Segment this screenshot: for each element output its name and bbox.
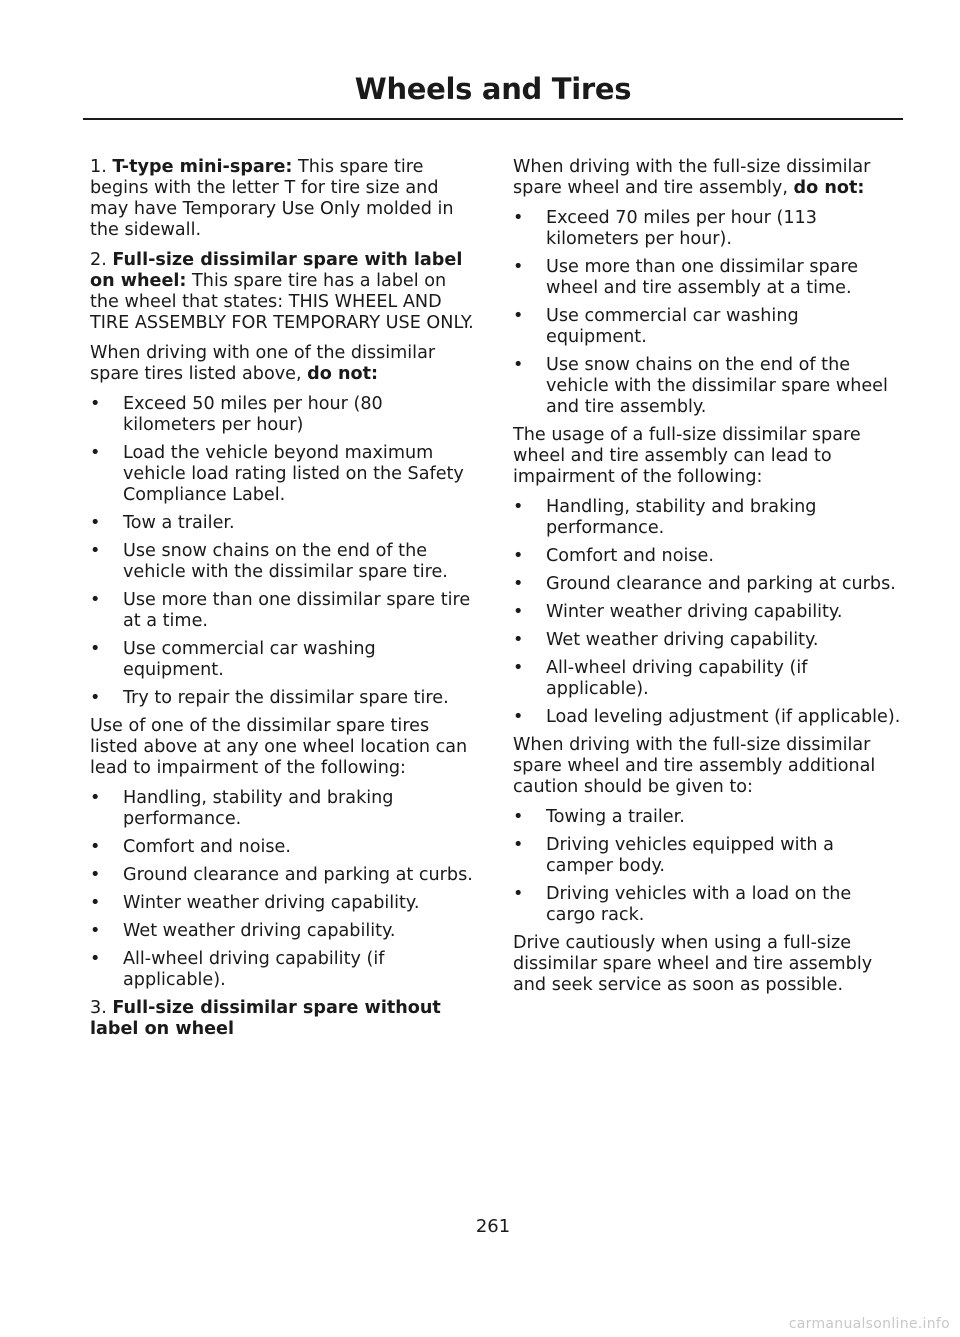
bullet-icon: • <box>90 639 101 659</box>
bullet-icon: • <box>90 837 101 857</box>
list-item: • All-wheel driving capability (if applicable). <box>90 949 385 990</box>
intro-text: When driving with the full-size dissimilar spare wheel and tire assembly, <box>513 157 871 198</box>
do-not-label: do not: <box>793 178 865 198</box>
list-item: • Driving vehicles equipped with a camper body. <box>513 835 834 876</box>
bullet-icon: • <box>90 541 101 561</box>
list-item: • Use snow chains on the end of the vehicle with the dissimilar spare tire. <box>90 541 448 582</box>
bullet-icon: • <box>90 949 101 969</box>
bullet-icon: • <box>513 707 524 727</box>
bullet-icon: • <box>513 602 524 622</box>
item-number: 3. <box>90 998 107 1018</box>
item-number: 1. <box>90 157 107 177</box>
list-item: • Towing a trailer. <box>513 807 685 827</box>
left-column <box>90 157 478 1049</box>
bullet-icon: • <box>513 574 524 594</box>
item-heading: Full-size dissimilar spare without label on wheel <box>90 998 441 1039</box>
bullet-icon: • <box>90 443 101 463</box>
bullet-icon: • <box>513 306 524 326</box>
impairment-intro: Use of one of the dissimilar spare tires listed above at any one wheel location can lead to impairment of the following: <box>90 716 468 778</box>
list-item: • Use more than one dissimilar spare tire at a time. <box>90 590 471 631</box>
bullet-icon: • <box>513 355 524 375</box>
item-text: This spare tire begins with the letter T for tire size and may have Temporary Use Only molded in the sidewall. <box>90 157 454 240</box>
item-heading: T-type mini-spare: <box>112 157 293 177</box>
page-title: Wheels and Tires <box>354 72 632 106</box>
item-text: This spare tire has a label on the wheel that states: THIS WHEEL AND TIRE ASSEMBLY FOR TEMPORARY USE ONLY. <box>90 271 474 333</box>
list-item: • Comfort and noise. <box>90 837 291 857</box>
list-item: • Ground clearance and parking at curbs. <box>513 574 896 594</box>
list-item: • Comfort and noise. <box>513 546 714 566</box>
list-item: • Use commercial car washing equipment. <box>513 306 799 347</box>
item-heading: Full-size dissimilar spare with label on wheel: <box>90 250 463 291</box>
spare-type-1 <box>90 157 478 241</box>
closing-paragraph: Drive cautiously when using a full-size dissimilar spare wheel and tire assembly and seek service as soon as possible. <box>513 933 873 995</box>
bullet-icon: • <box>90 513 101 533</box>
list-item: • Use more than one dissimilar spare wheel and tire assembly at a time. <box>513 257 859 298</box>
list-item: • Wet weather driving capability. <box>513 630 819 650</box>
list-item: • Ground clearance and parking at curbs. <box>90 865 473 885</box>
bullet-icon: • <box>90 590 101 610</box>
bullet-icon: • <box>90 688 101 708</box>
header-divider <box>83 118 903 120</box>
caution-list <box>513 807 905 926</box>
caution-intro: When driving with the full-size dissimilar spare wheel and tire assembly additional caution should be given to: <box>513 735 876 797</box>
do-not-list <box>513 208 905 418</box>
impairment-list <box>90 788 478 991</box>
intro-text: When driving with one of the dissimilar spare tires listed above, <box>90 343 436 384</box>
list-item: • Use commercial car washing equipment. <box>90 639 376 680</box>
bullet-icon: • <box>90 394 101 414</box>
list-item: • Wet weather driving capability. <box>90 921 396 941</box>
bullet-icon: • <box>513 884 524 904</box>
impairment-list <box>513 497 905 728</box>
list-item: • Try to repair the dissimilar spare tire. <box>90 688 449 708</box>
list-item: • Tow a trailer. <box>90 513 235 533</box>
do-not-intro <box>90 343 478 385</box>
right-column <box>513 157 905 1005</box>
bullet-icon: • <box>513 497 524 517</box>
list-item: • Load leveling adjustment (if applicable). <box>513 707 901 727</box>
list-item: • All-wheel driving capability (if applicable). <box>513 658 808 699</box>
spare-type-3 <box>90 998 478 1040</box>
list-item: • Exceed 70 miles per hour (113 kilometers per hour). <box>513 208 817 249</box>
list-item: • Driving vehicles with a load on the cargo rack. <box>513 884 852 925</box>
bullet-icon: • <box>513 208 524 228</box>
do-not-intro <box>513 157 905 199</box>
bullet-icon: • <box>513 807 524 827</box>
bullet-icon: • <box>90 893 101 913</box>
list-item: • Winter weather driving capability. <box>90 893 420 913</box>
bullet-icon: • <box>90 921 101 941</box>
spare-type-2 <box>90 250 478 334</box>
list-item: • Handling, stability and braking performance. <box>513 497 817 538</box>
bullet-icon: • <box>90 865 101 885</box>
bullet-icon: • <box>513 835 524 855</box>
impairment-intro: The usage of a full-size dissimilar spare wheel and tire assembly can lead to impairment of the following: <box>513 425 861 487</box>
do-not-label: do not: <box>307 364 379 384</box>
page-number: 261 <box>475 1216 511 1237</box>
watermark: carmanualsonline.info <box>788 1316 950 1332</box>
list-item: • Handling, stability and braking performance. <box>90 788 394 829</box>
bullet-icon: • <box>90 788 101 808</box>
list-item: • Winter weather driving capability. <box>513 602 843 622</box>
list-item: • Use snow chains on the end of the vehicle with the dissimilar spare wheel and tire assembly. <box>513 355 888 417</box>
bullet-icon: • <box>513 630 524 650</box>
do-not-list <box>90 394 478 709</box>
bullet-icon: • <box>513 546 524 566</box>
bullet-icon: • <box>513 658 524 678</box>
item-number: 2. <box>90 250 107 270</box>
bullet-icon: • <box>513 257 524 277</box>
list-item: • Load the vehicle beyond maximum vehicle load rating listed on the Safety Compliance Label. <box>90 443 464 505</box>
list-item: • Exceed 50 miles per hour (80 kilometers per hour) <box>90 394 383 435</box>
